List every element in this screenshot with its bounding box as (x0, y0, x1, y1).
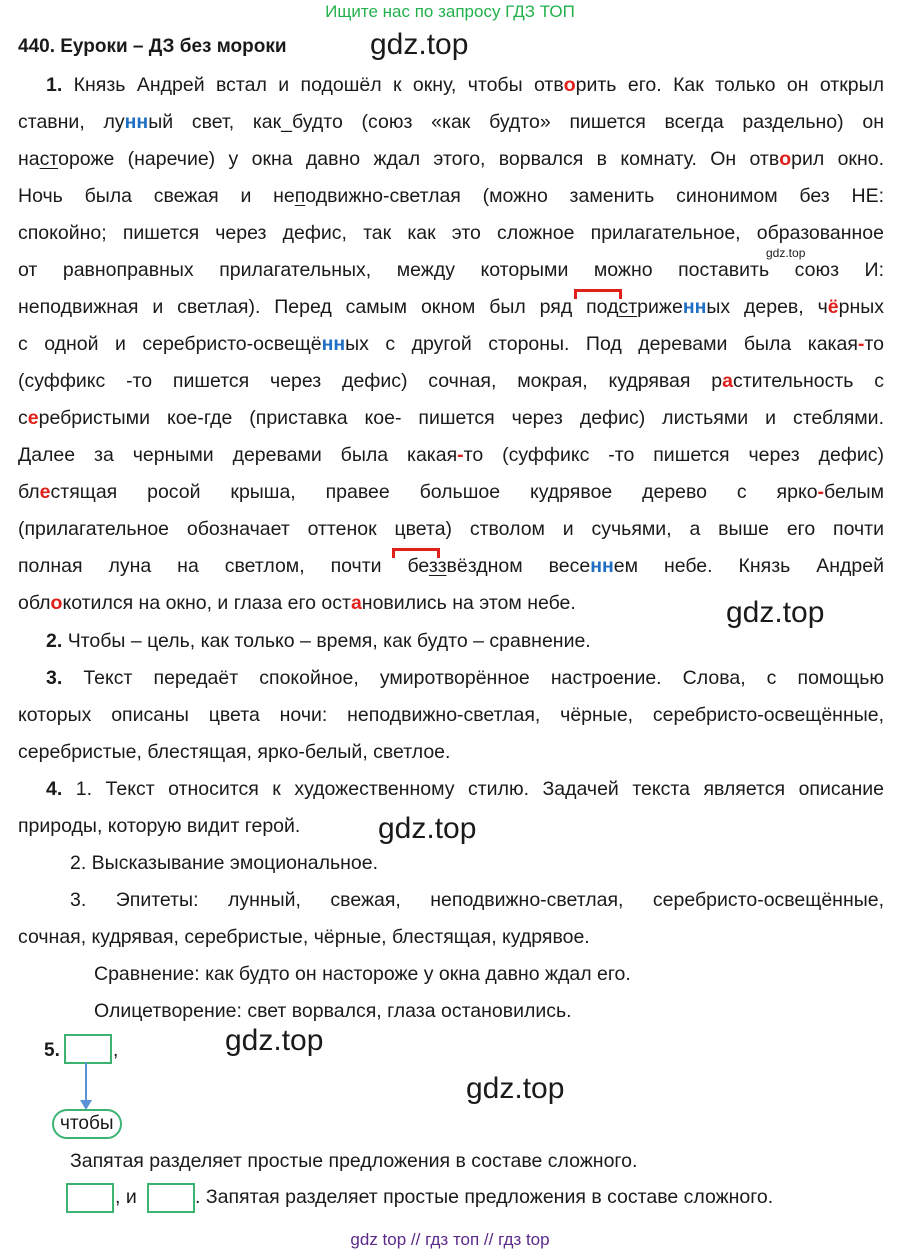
task1-line-15: облокотился на окно, и глаза его остановились на этом небе. (18, 592, 576, 614)
prefix-mark (392, 548, 440, 558)
task1-text (18, 67, 884, 622)
task1-line-12: блестящая росой крыша, правее большое кудрявое дерево с ярко-белым (18, 481, 884, 503)
watermark: gdz.top (225, 1024, 324, 1057)
watermark-small: gdz.top (766, 246, 806, 260)
task2-text: Чтобы – цель, как только – время, как будто – сравнение. (67, 630, 591, 652)
task1-number: 1. (46, 74, 63, 96)
task1-line-9: (суффикс -то пишется через дефис) сочная, мокрая, кудрявая растительность с (18, 370, 884, 392)
task1-line-5: спокойно; пишется через дефис, так как это сложное прилагательное, образованное (18, 222, 884, 244)
top-banner[interactable]: Ищите нас по запросу ГДЗ ТОП (325, 2, 575, 21)
clause-box (64, 1034, 112, 1064)
task1-line-2: ставни, лунный свет, как_будто (союз «как будто» пишется всегда раздельно) он (18, 111, 884, 133)
task3-number: 3. (46, 667, 63, 689)
and-text: , и (115, 1186, 137, 1208)
task2 (18, 623, 884, 660)
task3: 3. Текст передаёт спокойное, умиротворённое настроение. Слова, с помощью которых описаны цвета ночи: неподвижно-светлая, чёрные, серебристо-освещённые, серебристые, блестящая, ярко-белый, светлое. (18, 667, 884, 763)
task5-explanation: Запятая разделяет простые предложения в составе сложного. (70, 1150, 638, 1172)
comma: , (113, 1040, 119, 1061)
watermark: gdz.top (378, 812, 477, 845)
task1-line-8: с одной и серебристо-освещённых с другой стороны. Под деревами была какая-то (18, 333, 884, 355)
task1-line-14: полная луна на светлом, почти беззвёздном весеннем небе. Князь Андрей (18, 555, 884, 577)
task5-number: 5. (44, 1040, 60, 1061)
task1-line-3: настороже (наречие) у окна давно ждал этого, ворвался в комнату. Он отворил окно. (18, 148, 884, 170)
task4-number: 4. (46, 778, 63, 800)
clause-box (147, 1183, 195, 1213)
task1-line-7: неподвижная и светлая). Перед самым окном был ряд подстриженных дерев, чёрных (18, 296, 885, 318)
task1-line-4: Ночь была свежая и неподвижно-светлая (можно заменить синонимом без НЕ: (18, 185, 884, 207)
task1-line-1: 1. Князь Андрей встал и подошёл к окну, чтобы отворить его. Как только он открыл (46, 74, 885, 96)
prefix-mark (574, 289, 622, 299)
page-title: 440. Еуроки – ДЗ без мороки (18, 36, 287, 57)
watermark: gdz.top (726, 596, 825, 629)
task5-explanation: . Запятая разделяет простые предложения в составе сложного. (195, 1186, 774, 1208)
conjunction-oval: чтобы (52, 1109, 122, 1139)
task1-line-13: (прилагательное обозначает оттенок цвета) стволом и сучьями, а выше его почти (18, 518, 884, 540)
task1-line-10: серебристыми кое-где (приставка кое- пишется через дефис) листьями и стеблями. (18, 407, 884, 429)
arrow-down-icon (76, 1062, 96, 1112)
watermark: gdz.top (370, 28, 469, 61)
watermark: gdz.top (466, 1072, 565, 1105)
task2-number: 2. (46, 630, 63, 652)
task1-line-11: Далее за черными деревами была какая-то (суффикс -то пишется через дефис) (18, 444, 884, 466)
footer: gdz top // гдз топ // гдз top (350, 1230, 550, 1249)
task4: 4. 1. Текст относится к художественному стилю. Задачей текста является описание природы, которую видит герой. 2. Высказывание эмоциональное. 3. Эпитеты: лунный, свежая, неподвижно-светлая, серебристо-освещённые, сочная, кудрявая, серебристые, чёрные, блестящая, кудрявое. Сравнение: как будто он настороже у окна давно ждал его. Олицетворение: свет ворвался, глаза остановились. (18, 778, 884, 1022)
clause-box (66, 1183, 114, 1213)
task1-line-6: от равноправных прилагательных, между которыми можно поставить союз И: (18, 259, 884, 281)
